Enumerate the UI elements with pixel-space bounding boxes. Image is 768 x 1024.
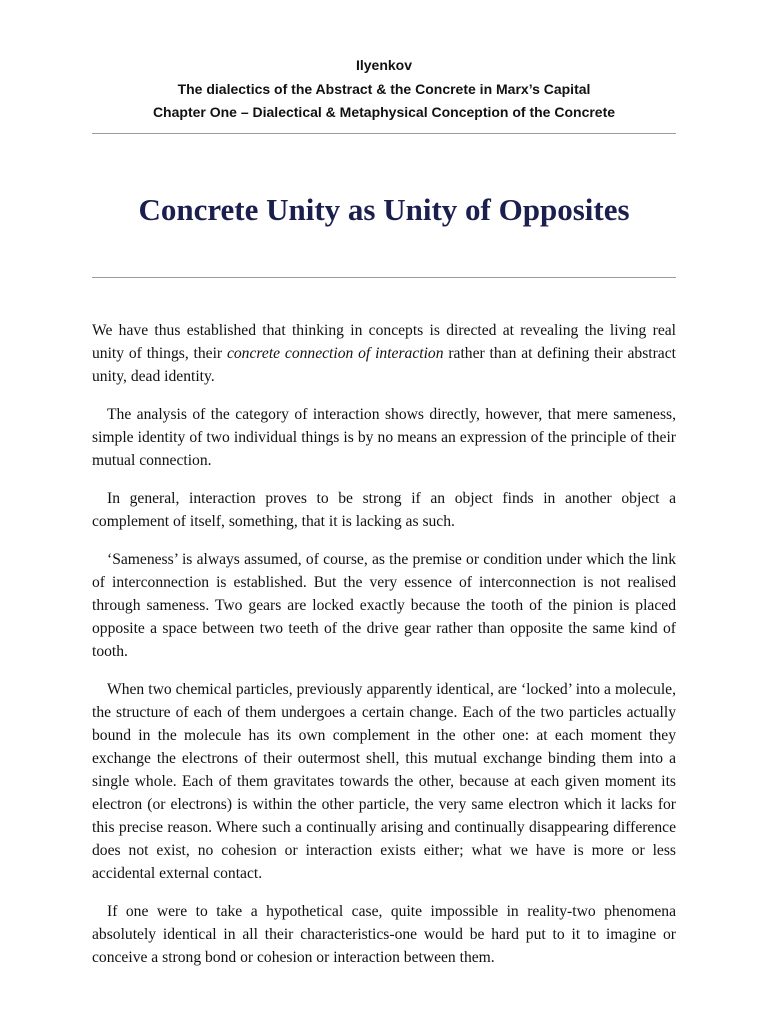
paragraph-2: The analysis of the category of interaction shows directly, however, that mere sameness, simple identity of two individual things is by no means an expression of the principle of their mutual connection.: [92, 405, 676, 469]
paragraph-4: ‘Sameness’ is always assumed, of course, as the premise or condition under which the link of interconnection is established. But the very essence of interconnection is not realised through sameness. Two gears are locked exactly because the tooth of the pinion is placed opposite a space between two teeth of the drive gear rather than opposite the same kind of tooth.: [92, 550, 676, 660]
paragraph-1-text-b: rather than at defining their abstract unity, dead identity.: [92, 344, 676, 385]
document-page: [92, 0, 676, 984]
section-title: Concrete Unity as Unity of Opposites: [138, 191, 630, 227]
body-text: [92, 319, 676, 969]
chapter-title: Chapter One – Dialectical & Metaphysical Conception of the Concrete: [152, 104, 616, 120]
author-name: Ilyenkov: [355, 57, 413, 73]
header-divider: [92, 133, 676, 134]
paragraph-1-text-a: We have thus established that thinking in concepts is directed at revealing the living real unity of things, their: [92, 321, 676, 362]
title-divider: [92, 277, 676, 278]
paragraph-5: When two chemical particles, previously apparently identical, are ‘locked’ into a molecule, the structure of each of them undergoes a certain change. Each of the two particles actually bound in the molecule has its own complement in the other one: at each moment they exchange the electrons of their outermost shell, this mutual exchange binding them into a single whole. Each of them gravitates towards the other, because at each given moment its electron (or electrons) is within the other particle, the very same electron which it lacks for this precise reason. Where such a continually arising and continually disappearing difference does not exist, no cohesion or interaction exists either; what we have is more or less accidental external contact.: [92, 680, 676, 882]
paragraph-6: If one were to take a hypothetical case, quite impossible in reality-two phenomena absolutely identical in all their characteristics-one would be hard put to it to imagine or conceive a strong bond or cohesion or interaction between them.: [92, 902, 676, 966]
document-header: [92, 0, 676, 125]
paragraph-1: [92, 319, 676, 388]
paragraph-1-emphasis: concrete connection of interaction: [226, 344, 444, 362]
book-title: The dialectics of the Abstract & the Concrete in Marx’s Capital: [177, 80, 591, 97]
paragraph-3: In general, interaction proves to be strong if an object finds in another object a complement of itself, something, that it is lacking as such.: [92, 489, 676, 530]
